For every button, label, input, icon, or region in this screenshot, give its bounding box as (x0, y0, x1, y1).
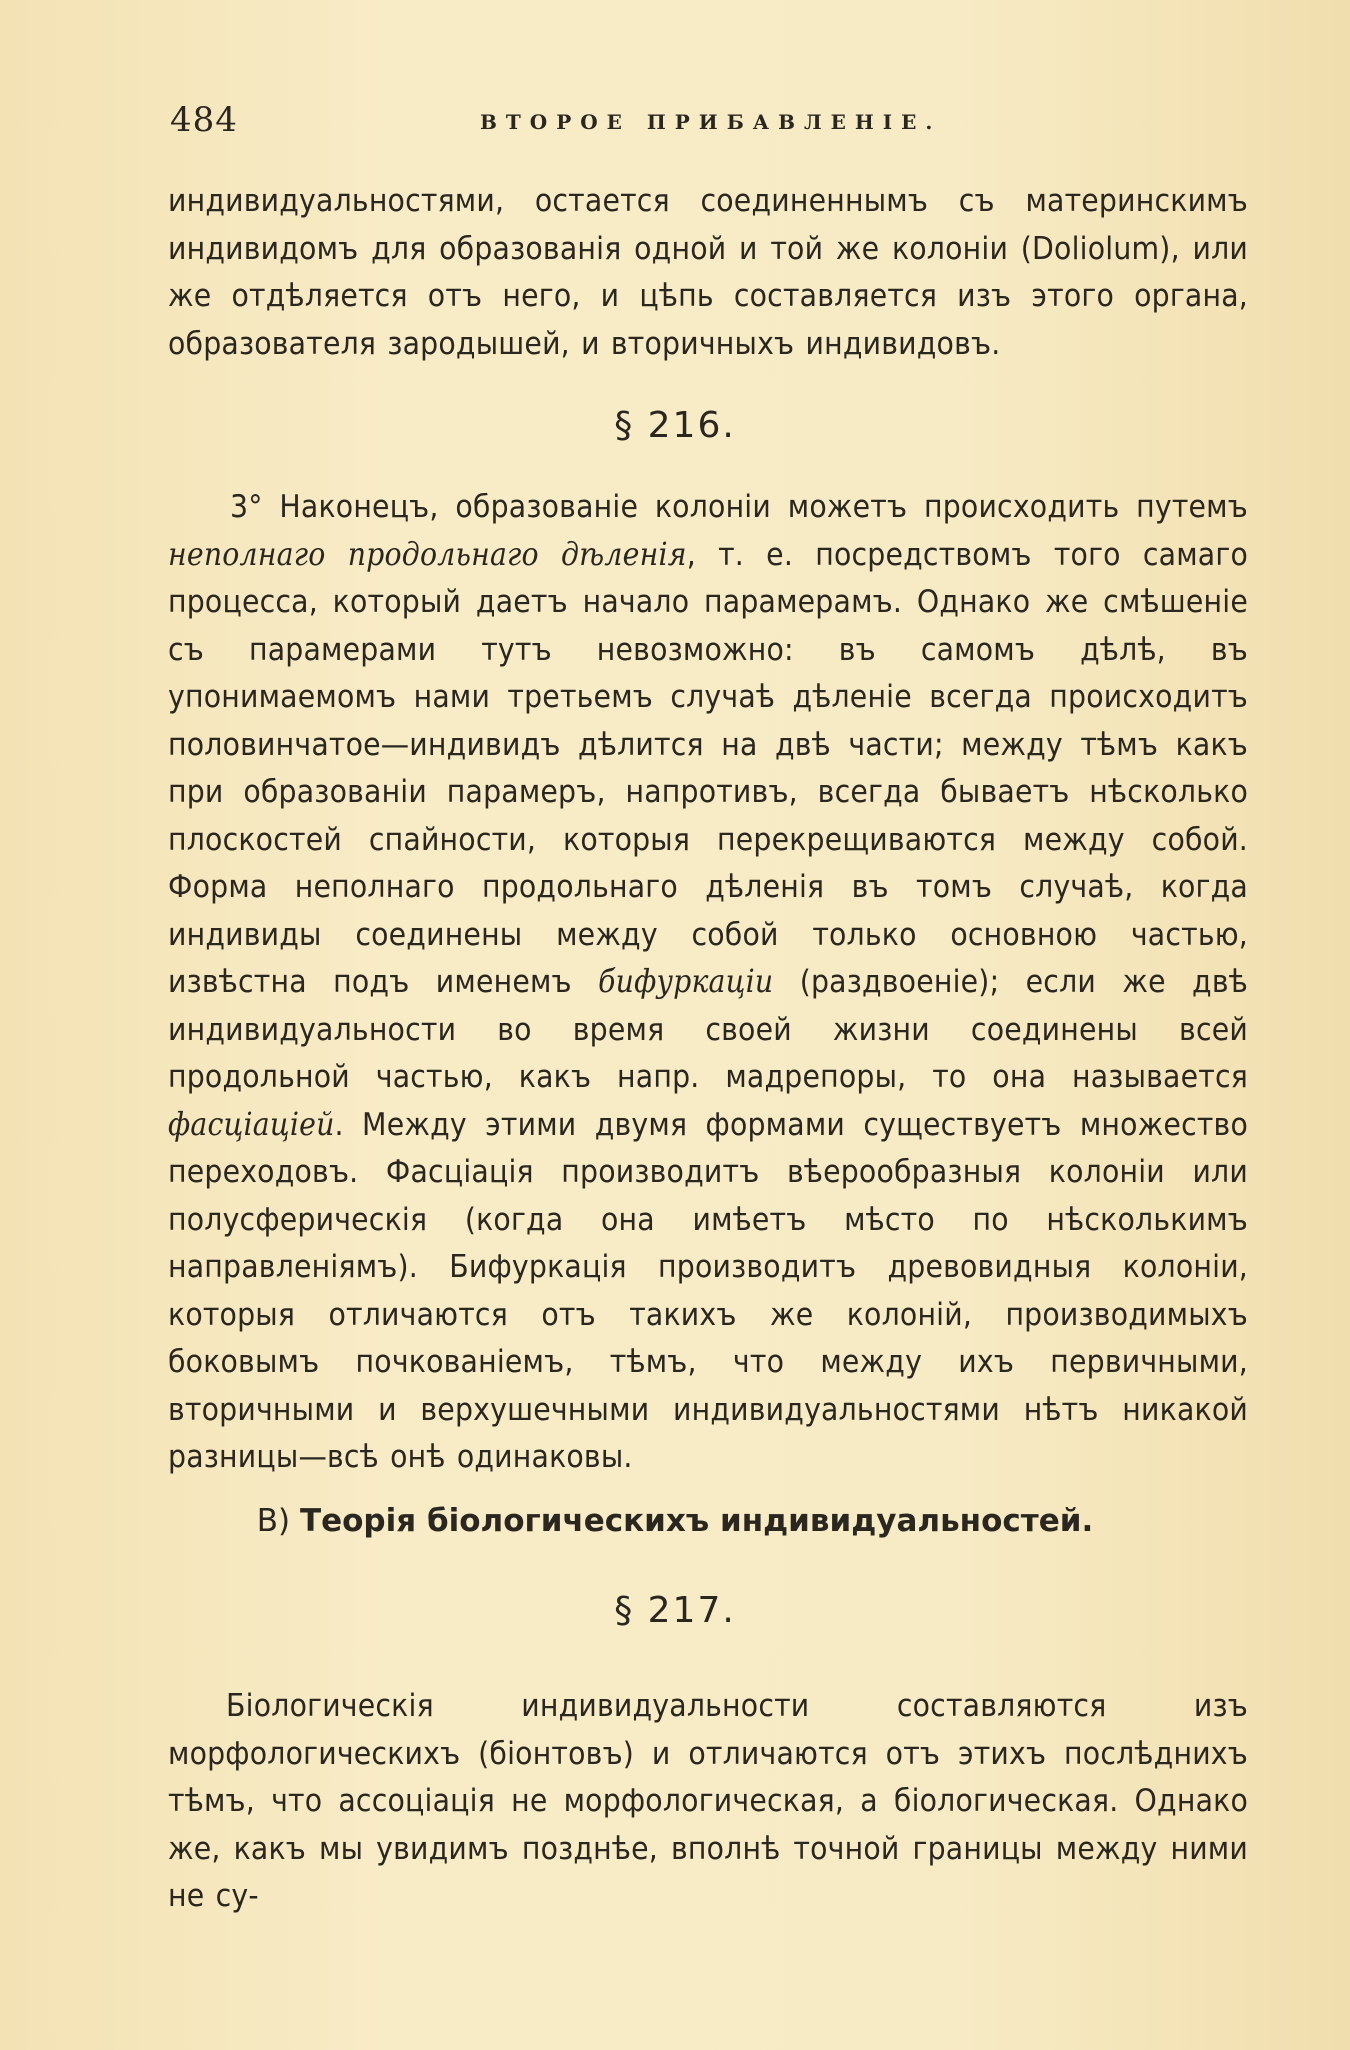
subheading-prefix: В) (256, 1503, 291, 1539)
subheading-title: Теорія біологическихъ индивидуальностей. (299, 1503, 1094, 1539)
term-fasciation: фасціаціей (168, 1106, 335, 1143)
paragraph-continuation: индивидуальностями, остается соединеннымъ съ материнскимъ индивидомъ для образованія одной и той же колоніи (Doliolum), или же отдѣляется отъ него, и цѣпь составляется изъ этого органа, образователя зародышей, и вторичныхъ индивидовъ. (168, 183, 1248, 362)
paragraph-216 (168, 484, 1248, 1482)
term-incomplete-longitudinal-division: неполнаго продольнаго дѣленія (168, 536, 687, 573)
section-216-heading: § 216. (614, 405, 736, 446)
paragraph-216-text-3: (раздвоеніе); если же двѣ индивидуальности во время своей жизни соединены всей продольной частью, какъ напр. мадрепоры, то она называется (168, 964, 1248, 1095)
running-title: ВТОРОЕ ПРИБАВЛЕНІЕ. (480, 110, 942, 134)
term-bifurcation: бифуркаціи (598, 964, 774, 1000)
subheading-biological-individualities (0, 1503, 1350, 1539)
page-number: 484 (170, 100, 238, 140)
paragraph-216-text-2: , т. е. посредствомъ того самаго процесса, который даетъ начало парамерамъ. Однако же смѣшеніе съ парамерами тутъ невозможно: въ самомъ дѣлѣ, въ упонимаемомъ нами третьемъ случаѣ дѣленіе всегда происходитъ половинчатое—индивидъ дѣлится на двѣ части; между тѣмъ какъ при образованіи парамеръ, напротивъ, всегда бываетъ нѣсколько плоскостей спайности, которыя перекрещиваются между собой. Форма неполнаго продольнаго дѣленія въ томъ случаѣ, когда индивиды соединены между собой только основною частью, извѣстна подъ именемъ (168, 536, 1248, 1000)
paragraph-216-text-1: 3° Наконецъ, образованіе колоніи можетъ происходить путемъ (230, 489, 1248, 525)
paragraph-216-text-4: . Между этими двумя формами существуетъ множество переходовъ. Фасціація производитъ вѣерообразныя колоніи или полусферическія (когда она имѣетъ мѣсто по нѣсколькимъ направленіямъ). Бифуркація производитъ древовидныя колоніи, которыя отличаются отъ такихъ же колоній, производимыхъ боковымъ почкованіемъ, тѣмъ, что между ихъ первичными, вторичными и верхушечными индивидуальностями нѣтъ никакой разницы—всѣ онѣ одинаковы. (168, 1106, 1248, 1475)
paragraph-217: Біологическія индивидуальности составляются изъ морфологическихъ (біонтовъ) и отличаются отъ этихъ послѣднихъ тѣмъ, что ассоціація не морфологическая, а біологическая. Однако же, какъ мы увидимъ позднѣе, вполнѣ точной границы между ними не су- (168, 1688, 1248, 1914)
page-header (170, 100, 1250, 150)
section-217-heading: § 217. (614, 1590, 736, 1631)
